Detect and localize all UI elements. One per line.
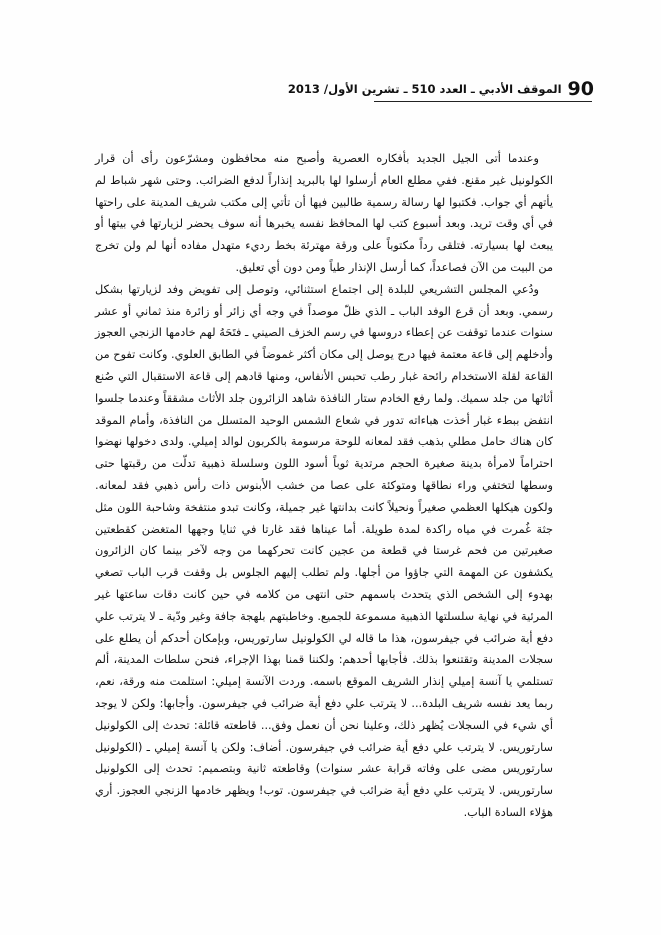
paragraph-1: وعندما أتى الجيل الجديد بأفكاره العصرية وأصبح منه محافظون ومشرّعون رأى أن قرار الكولونيل غير مقنع. ففي مطلع العام أرسلوا لها بالبريد إنذاراً لدفع الضرائب. وحتى شهر شباط لم يأتهم أي جواب. فكتبوا لها رسالة رسمية طالبين فيها أن تأتي إلى مكتب شريف المدينة على راحتها في أي وقت تريد. وبعد أسبوع كتب لها المحافظ نفسه يخبرها أنه سوف يحضر لزيارتها في بيتها أو يبعث لها بسيارته. فتلقى رداً مكتوباً على ورقة مهترئة بخط رديء متهدل مفاده أنها لم ولن تخرج من البيت من الآن فصاعداً، كما أرسل الإنذار طياً ومن دون أي تعليق. — [95, 152, 553, 274]
running-header — [287, 78, 594, 100]
article-body — [95, 148, 553, 824]
journal-issue-line: الموقف الأدبي ـ العدد 510 ـ تشرين الأول/ 2013 — [287, 82, 562, 96]
page-number: 90 — [567, 78, 594, 100]
header-rule — [374, 101, 592, 102]
paragraph-2: ودُعي المجلس التشريعي للبلدة إلى اجتماع استثنائي، وتوصل إلى تفويض وفد لزيارتها بشكل رسمي. وبعد أن قرع الوفد الباب ـ الذي ظلّ موصداً في وجه أي زائر أو زائرة منذ ثماني أو عشر سنوات عندما توقفت عن إعطاء دروسها في رسم الخزف الصيني ـ فتَحَهُ لهم خادمها الزنجي العجوز وأدخلهم إلى قاعة معتمة فيها درج يوصل إلى مكان أكثر غموضاً في الطابق العلوي. وكانت تفوح من القاعة لقلة الاستخدام رائحة غبار رطب تحبس الأنفاس، ومنها قادهم إلى قاعة الاستقبال التي صُنع أثاثها من جلد سميك. ولما رفع الخادم ستار النافذة شاهد الزائرون جلد الأثاث مشققاً وعندما جلسوا انتفض ببطء غبار أخذت هباءاته تدور في شعاع الشمس الوحيد المتسلل من النافذة، وأمام الموقد كان هناك حامل مطلي بذهب فقد لمعانه للوحة مرسومة بالكربون لوالد إميلي. ولدى دخولها نهضوا احتراماً لامرأة بدينة صغيرة الحجم مرتدية ثوباً أسود اللون وسلسلة ذهبية تدلّت من رقبتها حتى وسطها لتختفي وراء نطاقها ومتوكئة على عصا من خشب الأبنوس ذات رأس ذهبي فقد لمعانه. ولكون هيكلها العظمي صغيراً ونحيلاً كانت بدانتها غير جميلة، وكانت تبدو منتفخة وشاحبة اللون مثل جثة غُمرت في مياه راكدة لمدة طويلة. أما عيناها فقد غارتا في ثنايا وجهها المتغضن كقطعتين صغيرتين من فحم غرستا في قطعة من عجين كانت تحركهما من وجه لآخر بينما كان الزائرون يكشفون عن المهمة التي جاؤوا من أجلها. ولم تطلب إليهم الجلوس بل وقفت قرب الباب تصغي بهدوء إلى الشخص الذي يتحدث باسمهم حتى انتهى من كلامه في حين كانت دقات ساعتها غير المرئية في نهاية سلسلتها الذهبية مسموعة للجميع. وخاطبتهم بلهجة جافة وغير ودّية ـ لا يترتب علي دفع أية ضرائب في جيفرسون، هذا ما قاله لي الكولونيل سارتوريس، وبإمكان أحدكم أن يطلع على سجلات المدينة وتقتنعوا بذلك. فأجابها أحدهم: ولكننا قمنا بهذا الإجراء، فنحن سلطات المدينة، ألم تستلمي يا آنسة إميلي إنذار الشريف الموقع باسمه. وردت الآنسة إميلي: استلمت منه ورقة، نعم، ربما يعد نفسه شريف البلدة... لا يترتب علي دفع أية ضرائب في جيفرسون. وأجابها: ولكن لا يوجد أي شيء في السجلات يُظهر ذلك، وعلينا نحن أن نعمل وفق... قاطعته قائلة: تحدث إلى الكولونيل سارتوريس. لا يترتب علي دفع أية ضرائب في جيفرسون. أضاف: ولكن يا آنسة إميلي ـ (الكولونيل سارتوريس مضى على وفاته قرابة عشر سنوات) وقاطعته ثانية وبتصميم: تحدث إلى الكولونيل سارتوريس. لا يترتب علي دفع أية ضرائب في جيفرسون. توب! ويظهر خادمها الزنجي العجوز. أري هؤلاء السادة الباب. — [95, 282, 553, 819]
